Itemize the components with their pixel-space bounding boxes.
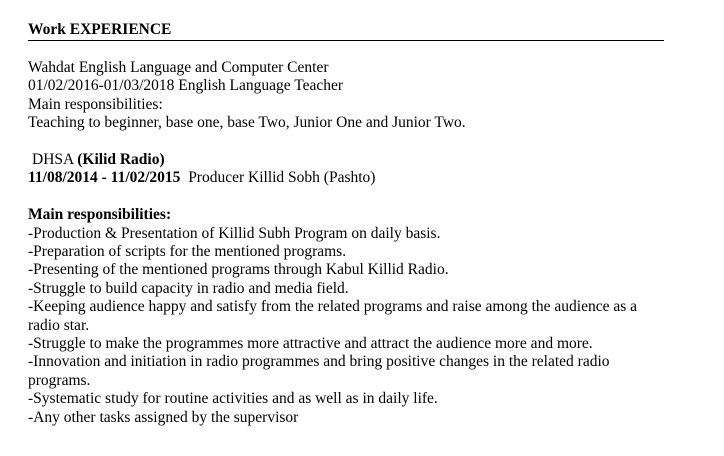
list-item: -Production & Presentation of Killid Subh Program on daily basis. <box>28 224 441 242</box>
spacer <box>28 133 664 151</box>
list-item: -Struggle to make the programmes more attractive and attract the audience more and more. <box>28 335 593 353</box>
job-organization-line <box>28 151 664 169</box>
spacer <box>28 188 664 206</box>
list-item: -Preparation of scripts for the mentioned programs. <box>28 243 347 261</box>
responsibilities-label: Main responsibilities: <box>28 206 172 224</box>
job-organization: Wahdat English Language and Computer Center <box>28 59 329 76</box>
responsibilities-text: Teaching to beginner, base one, base Two, Junior One and Junior Two. <box>28 114 466 132</box>
list-item: -Presenting of the mentioned programs through Kabul Killid Radio. <box>28 261 449 279</box>
job-period: 11/08/2014 - 11/02/2015 <box>28 169 181 187</box>
list-item: -Innovation and initiation in radio programmes and bring positive changes in the related radio programs. <box>28 353 610 389</box>
list-item: -Struggle to build capacity in radio and media field. <box>28 279 349 297</box>
job-period-line <box>28 169 664 187</box>
responsibilities-list <box>28 225 664 427</box>
responsibilities-label: Main responsibilities: <box>28 95 163 113</box>
job-title: Producer Killid Sobh (Pashto) <box>188 169 376 187</box>
job-entry-dhsa <box>28 151 664 427</box>
list-item: -Any other tasks assigned by the supervisor <box>28 408 299 426</box>
spacer <box>28 41 664 59</box>
job-entry-wahdat <box>28 59 664 133</box>
job-period-title: 01/02/2016-01/03/2018 English Language Teacher <box>28 77 344 95</box>
section-heading-work-experience: Work EXPERIENCE <box>28 20 664 41</box>
list-item: -Keeping audience happy and satisfy from the related programs and raise among the audience as a radio star. <box>28 298 637 334</box>
resume-page <box>28 20 664 427</box>
job-organization-detail: (Kilid Radio) <box>77 151 165 169</box>
list-item: -Systematic study for routine activities and as well as in daily life. <box>28 390 438 408</box>
job-organization: DHSA <box>32 151 74 169</box>
